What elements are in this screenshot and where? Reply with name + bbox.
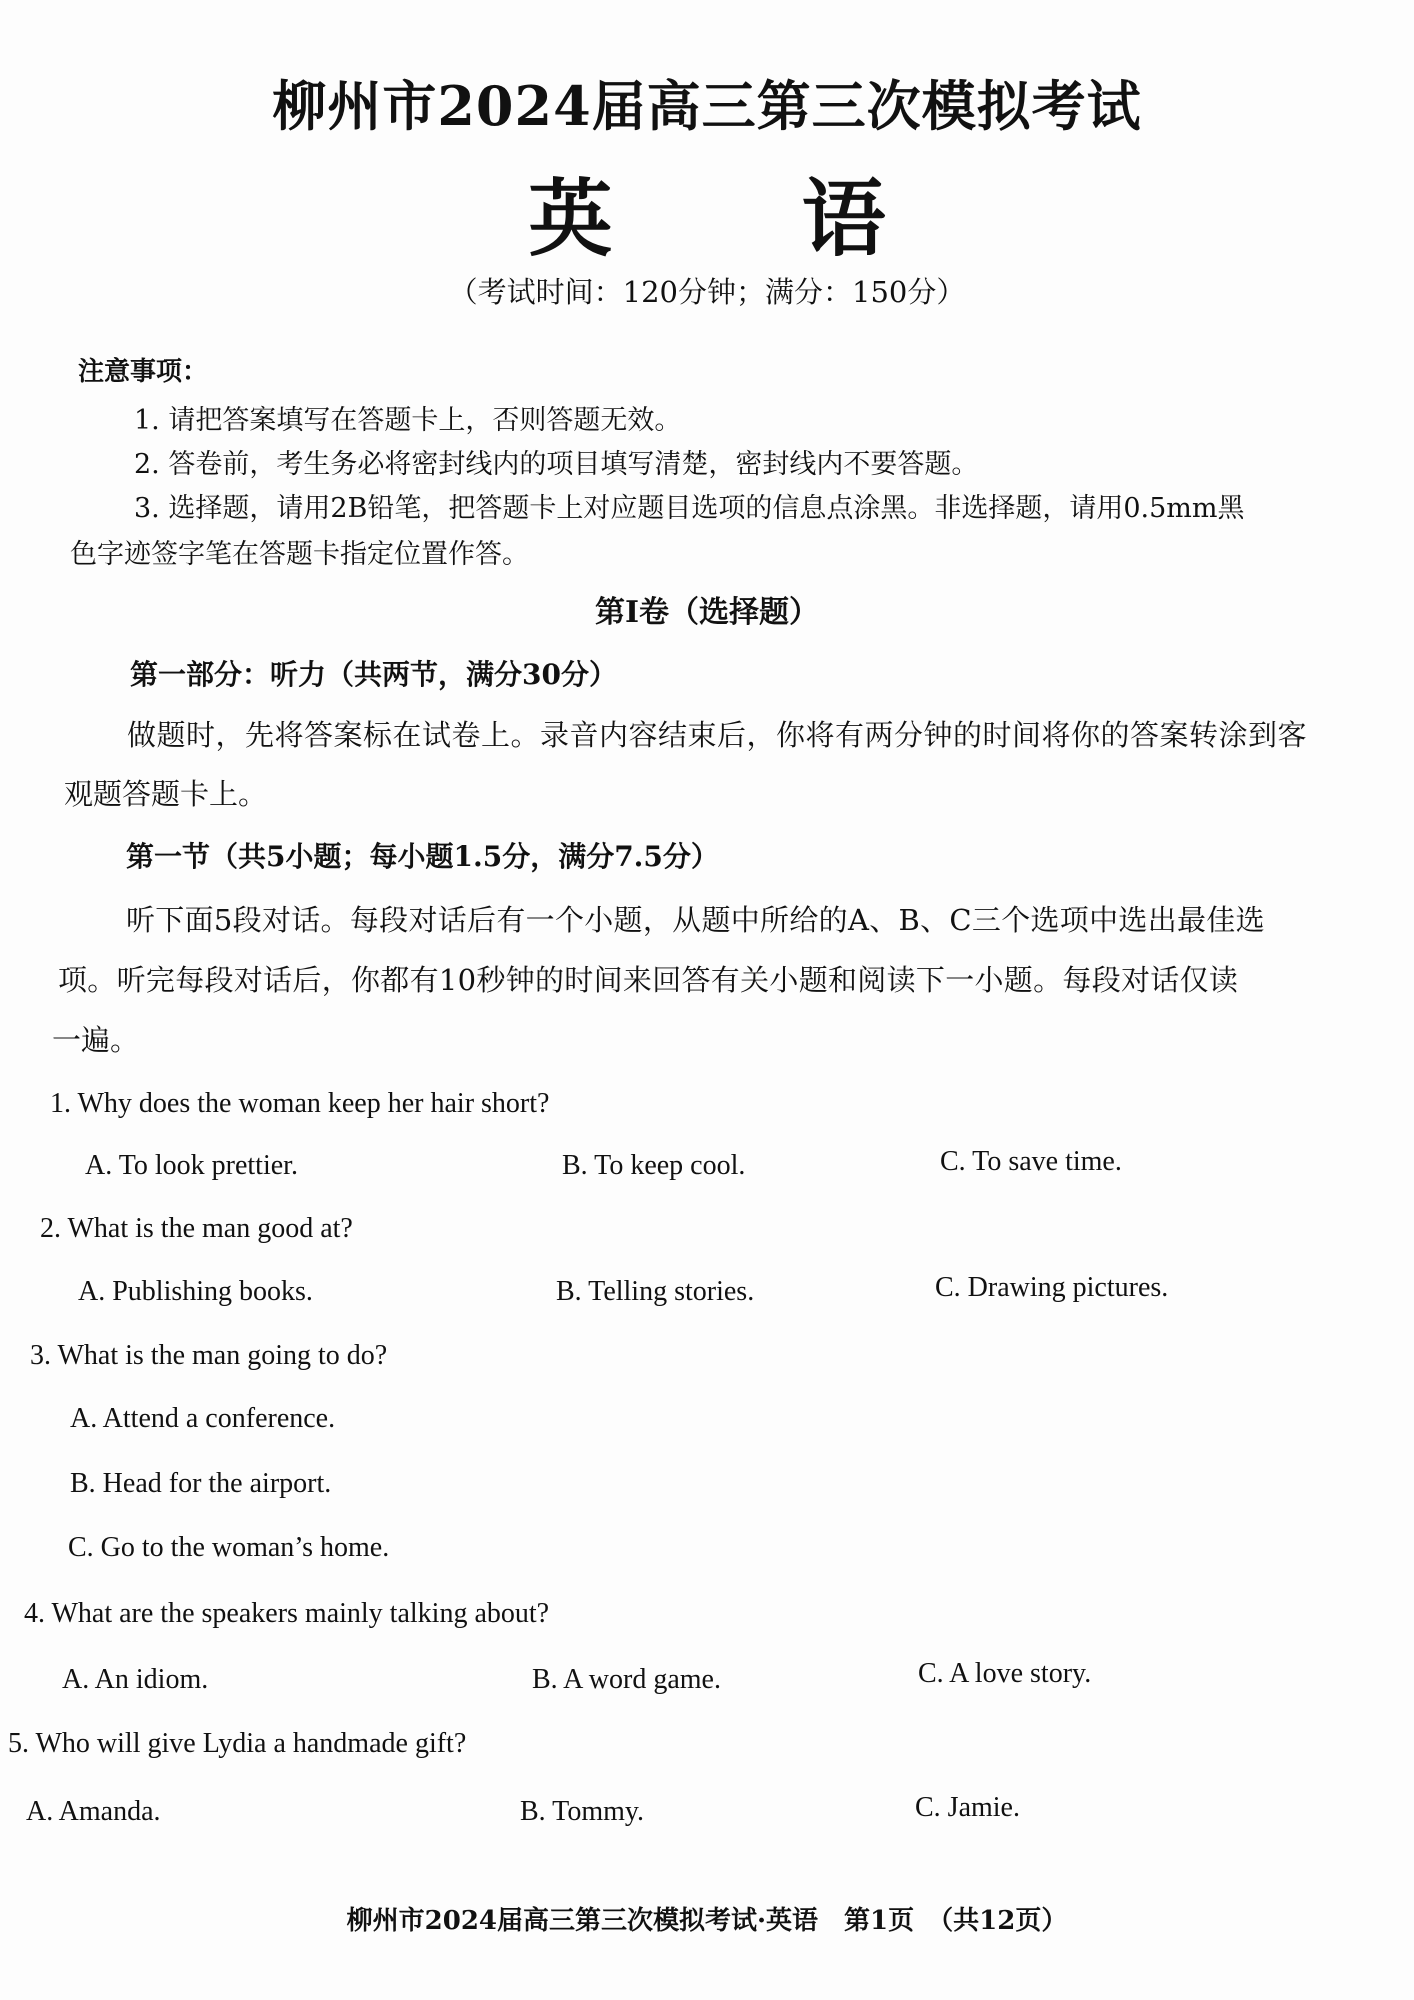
question-3-stem: 3. What is the man going to do?	[30, 1340, 388, 1371]
subject-title: 英 语	[528, 169, 966, 268]
question-4-option-c: C. A love story.	[918, 1658, 1092, 1689]
question-1-option-a: A. To look prettier.	[85, 1150, 298, 1181]
exam-time-and-score: （考试时间：120分钟；满分：150分）	[448, 275, 966, 309]
section-one-heading: 第一节（共5小题；每小题1.5分，满分7.5分）	[126, 840, 719, 873]
question-1-stem: 1. Why does the woman keep her hair short?	[50, 1088, 550, 1119]
question-5-option-b: B. Tommy.	[520, 1796, 645, 1827]
question-4-option-a: A. An idiom.	[62, 1664, 209, 1695]
question-4-stem: 4. What are the speakers mainly talking about?	[24, 1598, 550, 1629]
question-2-option-c: C. Drawing pictures.	[935, 1272, 1169, 1303]
part-one-instruction-line-1: 做题时，先将答案标在试卷上。录音内容结束后，你将有两分钟的时间将你的答案转涂到客	[127, 718, 1308, 752]
question-5-stem: 5. Who will give Lydia a handmade gift?	[8, 1728, 467, 1759]
section-one-instruction-line-1: 听下面5段对话。每段对话后有一个小题，从题中所给的A、B、C三个选项中选出最佳选	[126, 903, 1265, 937]
page-footer: 柳州市2024届高三第三次模拟考试·英语 第1页 （共12页）	[346, 1906, 1068, 1936]
note-item-3-line-1: 3. 选择题，请用2B铅笔，把答题卡上对应题目选项的信息点涂黑。非选择题，请用0.5mm黑	[134, 493, 1245, 524]
part-one-instruction-line-2: 观题答题卡上。	[64, 777, 268, 811]
question-2-stem: 2. What is the man good at?	[40, 1213, 353, 1244]
note-item-2: 2. 答卷前，考生务必将密封线内的项目填写清楚，密封线内不要答题。	[134, 449, 979, 480]
question-3-option-c: C. Go to the woman’s home.	[68, 1532, 390, 1563]
note-item-1: 1. 请把答案填写在答题卡上，否则答题无效。	[134, 405, 682, 436]
question-1-option-b: B. To keep cool.	[562, 1150, 746, 1181]
notes-heading: 注意事项：	[78, 357, 209, 387]
section-one-instruction-line-2: 项。听完每段对话后，你都有10秒钟的时间来回答有关小题和阅读下一小题。每段对话仅读	[58, 963, 1239, 997]
question-3-option-b: B. Head for the airport.	[70, 1468, 332, 1499]
question-5-option-c: C. Jamie.	[915, 1792, 1020, 1823]
volume-title: 第Ⅰ卷（选择题）	[594, 595, 820, 630]
note-item-3-line-2: 色字迹签字笔在答题卡指定位置作答。	[70, 539, 529, 570]
exam-title: 柳州市2024届高三第三次模拟考试	[272, 74, 1142, 138]
part-one-heading: 第一部分：听力（共两节，满分30分）	[130, 658, 617, 691]
question-2-option-a: A. Publishing books.	[78, 1276, 313, 1307]
question-3-option-a: A. Attend a conference.	[70, 1403, 336, 1434]
question-2-option-b: B. Telling stories.	[556, 1276, 755, 1307]
section-one-instruction-line-3: 一遍。	[52, 1023, 140, 1057]
question-1-option-c: C. To save time.	[940, 1146, 1122, 1177]
question-4-option-b: B. A word game.	[532, 1664, 721, 1695]
question-5-option-a: A. Amanda.	[26, 1796, 161, 1827]
